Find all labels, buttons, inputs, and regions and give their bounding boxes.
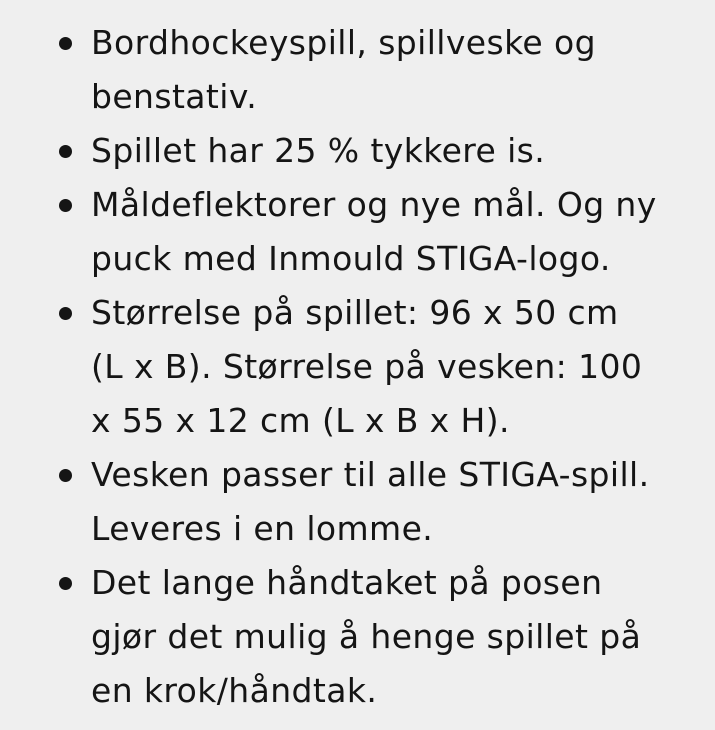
feature-line: x 55 x 12 cm (L x B x H).	[91, 401, 510, 440]
bullet-icon	[59, 577, 72, 590]
feature-line: Bordhockeyspill, spillveske og	[91, 23, 596, 62]
feature-item-goal-deflectors	[0, 178, 715, 286]
feature-item-dimensions	[0, 286, 715, 448]
feature-item-game-set	[0, 16, 715, 124]
feature-line: Det lange håndtaket på posen	[91, 563, 603, 602]
feature-item-bag-compatibility	[0, 448, 715, 556]
feature-line: gjør det mulig å henge spillet på	[91, 617, 642, 656]
feature-line: Spillet har 25 % tykkere is.	[91, 131, 546, 170]
feature-line: Leveres i en lomme.	[91, 509, 434, 548]
feature-item-handle	[0, 556, 715, 718]
bullet-icon	[59, 469, 72, 482]
feature-line: (L x B). Størrelse på vesken: 100	[91, 347, 643, 386]
bullet-icon	[59, 307, 72, 320]
bullet-icon	[59, 199, 72, 212]
feature-line: Vesken passer til alle STIGA-spill.	[91, 455, 650, 494]
feature-item-thicker-ice	[0, 124, 715, 178]
feature-line: puck med Inmould STIGA-logo.	[91, 239, 611, 278]
feature-line: Størrelse på spillet: 96 x 50 cm	[91, 293, 619, 332]
bullet-icon	[59, 145, 72, 158]
feature-line: Måldeflektorer og nye mål. Og ny	[91, 185, 657, 224]
feature-line: en krok/håndtak.	[91, 671, 378, 710]
feature-line: benstativ.	[91, 77, 258, 116]
bullet-icon	[59, 37, 72, 50]
